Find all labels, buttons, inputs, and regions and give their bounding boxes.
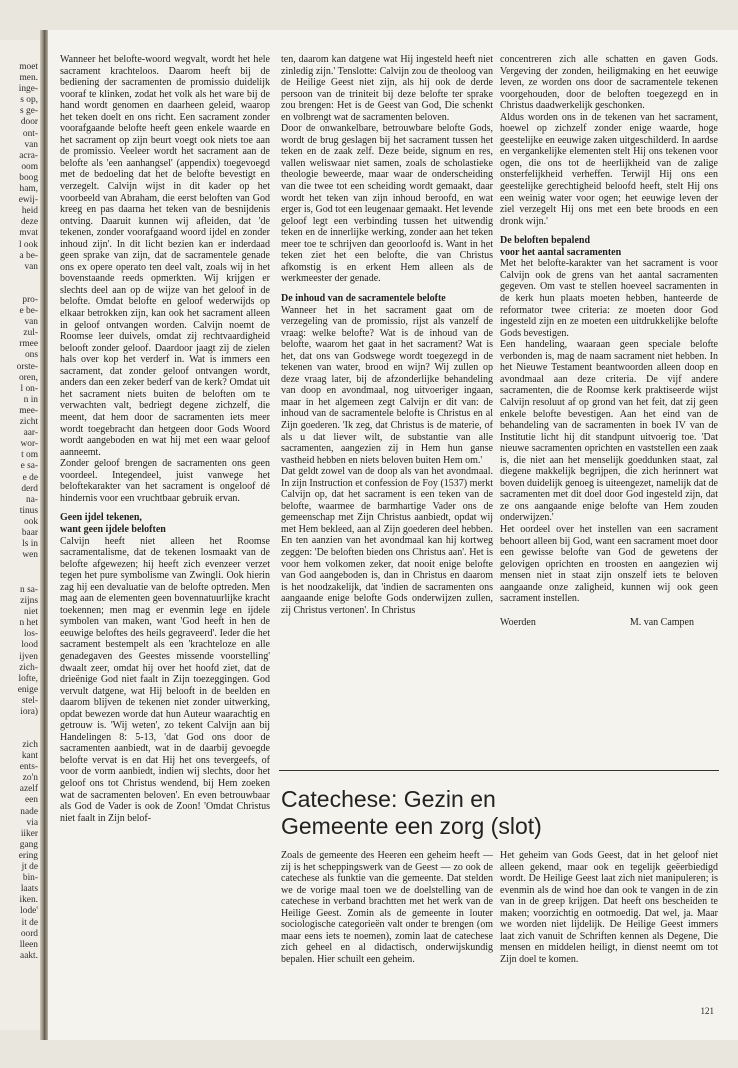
paragraph: Door de onwankelbare, betrouwbare belofte Gods, wordt de brug geslagen bij het sacrament tussen het teken en de zaak zelf. Deze beide, signum en res, vallen weliswaar niet samen, zoals de scholastieke theologie beweerde, maar waar de onderscheiding van die twee tot een scheiding wordt gemaakt, daar wordt het teken van zijn inhoud beroofd, en wat erger is, God tot een leugenaar gemaakt. Het levende geloof legt een verbinding tussen het uitwendig teken en de innerlijke werking, zonder aan het teken meer toe te schrijven dan geoorloofd is. Want in het teken ziet het een belofte, die van Christus afkomstig is en erkent Hem alleen als de werkmeester der genade.	[281, 123, 493, 285]
prev-page-fragment: boog	[19, 172, 38, 183]
prev-page-fragment: zicht	[19, 417, 38, 428]
prev-page-fragment: mvat	[19, 228, 38, 239]
prev-page-fragment: men.	[19, 73, 38, 84]
prev-page-fragment: ering	[18, 850, 38, 861]
paragraph: Aldus worden ons in de tekenen van het sacrament, hoewel op zichzelf zonder enige waarde, hoge geestelijke en eeuwige zaken uitgeschilderd. In aardse en vergankelijke elementen stelt Hij ons tekenen voor ogen, die ons tot de heerlijkheid van de zalige onsterfelijkheid verheffen. Terwijl Hij ons een geestelijke gerechtigheid beloofd heeft, stelt Hij ons een weinig water voor ogen; het eeuwige leven der ziel verzegelt Hij ons met een bete broods en een dronk wijn.'	[500, 111, 718, 227]
prev-page-block	[0, 740, 38, 962]
article-title: Catechese: Gezin en Gemeente een zorg (slot)	[281, 786, 542, 839]
prev-page-fragment: zo'n	[22, 773, 38, 784]
prev-page-fragment: n in	[23, 394, 38, 405]
paragraph: ten, daarom kan datgene wat Hij ingesteld heeft niet zinledig zijn.' Tenslotte: Calvijn zou de theoloog van de Heilige Geest niet zijn, als hij ook de derde persoon van de triniteit bij deze belofte ter sprake zou brengen: Het is de Geest van God, Die schenkt en volbrengt wat de sacramenten beloven.	[281, 54, 493, 123]
prev-page-fragment: van	[24, 139, 38, 150]
prev-page-fragment: jt de	[21, 862, 38, 873]
paragraph: Wanneer het in het sacrament gaat om de verzegeling van de promissio, rijst als vanzelf de vraag: welke belofte? Wat is de inhoud van de belofte, waarom het gaat in het sacrament? Wat is het, dat ons van Godswege wordt toegezegd in de tekenen van water, brood en wijn? Wij zullen op deze vraag later, bij de afzonderlijke behandeling van doop en avondmaal, nog uitvoeriger ingaan, maar in het algemeen zegt Calvijn er dit van: de inhoud van de sacramentele belofte is Christus en al Zijn goederen. 'Ik zeg, dat Christus is de materie, of als u dat liever wilt, de substantie van alle sacramenten, aangezien zij in Hem hun ganse vastheid hebben en niets beloven buiten Hem om.'	[281, 304, 493, 466]
prev-page-fragment: aar-	[23, 428, 38, 439]
prev-page-fragment: mee-	[19, 405, 38, 416]
prev-page-fragment: van	[24, 317, 38, 328]
prev-page-fragment: ons	[24, 350, 38, 361]
book-spine	[40, 30, 48, 1040]
paragraph: Zonder geloof brengen de sacramenten ons geen voordeel. Integendeel, juist vanwege het beloftekarakter van het sacrament is ongeloof dé hindernis voor een vruchtbaar gebruik ervan.	[60, 458, 270, 504]
section-heading: De beloften bepalend voor het aantal sacramenten	[500, 235, 622, 258]
prev-page-fragment: bin-	[22, 873, 38, 884]
prev-page-fragment: deze	[20, 217, 38, 228]
prev-page-fragment: pro-	[22, 295, 38, 305]
prev-page-fragment: aakt.	[20, 950, 38, 961]
prev-page-fragment: zich	[22, 740, 38, 750]
magazine-page	[48, 30, 738, 1040]
prev-page-fragment: lofte,	[18, 673, 38, 684]
prev-page-fragment: wor-	[20, 439, 38, 450]
prev-page-fragment: ewij-	[18, 195, 38, 206]
prev-page-fragment: enige	[17, 684, 38, 695]
prev-page-fragment: e be-	[19, 306, 38, 317]
prev-page-fragment: ijven	[19, 651, 38, 662]
prev-page-fragment: van	[24, 261, 38, 272]
prev-page-fragment: zich-	[19, 662, 38, 673]
prev-page-fragment: ham,	[19, 184, 38, 195]
prev-page-fragment: zijns	[20, 596, 38, 607]
page-number: 121	[700, 1006, 714, 1016]
prev-page-fragment: baar	[21, 527, 38, 538]
prev-page-fragment: l on-	[20, 383, 38, 394]
paragraph: Het oordeel over het instellen van een sacrament behoort alleen bij God, want een sacrament moet door een gewisse belofte van God de gewetens der gelovigen oprichten en troosten en aangezien wij mensen niet in staat zijn onszelf iets te beloven aangaande onze zaligheid, kunnen wij ook geen sacrament instellen.	[500, 523, 718, 605]
section-heading: Geen ijdel tekenen, want geen ijdele beloften	[60, 512, 166, 535]
prev-page-fragment: laats	[20, 884, 38, 895]
prev-page-fragment: stel-	[21, 695, 38, 706]
prev-page-fragment: n het	[19, 618, 38, 629]
prev-page-fragment: a be-	[19, 250, 38, 261]
article2-right-column	[500, 850, 718, 995]
section-heading: De inhoud van de sacramentele belofte	[281, 292, 446, 304]
prev-page-fragment: zul-	[23, 328, 38, 339]
paragraph: Dat geldt zowel van de doop als van het avondmaal. In zijn Instruction et confession de Foy (1537) merkt Calvijn op, dat het sacrament is een teken van de belofte, waarmee de barmhartige Vader ons de gemeenschap met Zijn Christus aanbiedt, opdat wij met Hem bekleed, aan al Zijn goederen deel hebben. En ten aanzien van het avondmaal kan hij kortweg zeggen: 'De beloften bieden ons Christus aan'. Het is voor hem volkomen zeker, dat nooit enige belofte van God aangeboden is, dan in Christus en daarom is het noodzakelijk, dat 'indien de sacramenten ons aangaande enige belofte Gods onderwijzen zullen, zij Christus vertonen'. In Christus	[281, 466, 493, 616]
prev-page-fragment: na-	[26, 494, 38, 505]
prev-page-block	[0, 62, 38, 273]
paragraph: Het geheim van Gods Geest, dat in het geloof niet alleen gekend, maar ook en tegelijk geëerbiedigd wordt. De Heilige Geest laat zich niet manipuleren; is evenmin als de wind hoe dan ook te vangen in de zin van in de greep krijgen. Dat heeft ons bescheiden te maken; voorzichtig en ootmoedig. Dat wel, ja. Maar we worden niet lijdelijk. De Heilige Geest immers laat zich vanuit de Schriften kennen als Degene, Die mensen en middelen heiligt, in dienst neemt om tot Zijn doel te komen.	[500, 850, 718, 965]
prev-page-fragment: l ook	[18, 239, 38, 250]
prev-page-fragment: rmee	[19, 339, 38, 350]
prev-page-fragment: niet	[23, 607, 38, 618]
signature-author: M. van Campen	[629, 616, 694, 628]
prev-page-fragment: n sa-	[20, 585, 38, 595]
prev-page-fragment: een	[24, 795, 38, 806]
previous-page-edge	[0, 40, 40, 1030]
prev-page-fragment: e sa-	[20, 461, 38, 472]
signature-place: Woerden	[500, 616, 536, 628]
prev-page-fragment: heid	[21, 206, 38, 217]
prev-page-fragment: e de	[22, 472, 38, 483]
prev-page-fragment: ls in	[22, 539, 38, 550]
prev-page-block	[0, 295, 38, 561]
prev-page-block	[0, 585, 38, 718]
prev-page-fragment: tinus	[19, 505, 38, 516]
prev-page-fragment: oren,	[18, 372, 38, 383]
prev-page-fragment: azelf	[19, 784, 38, 795]
prev-page-fragment: ont-	[22, 128, 38, 139]
prev-page-fragment: t om	[21, 450, 38, 461]
prev-page-fragment: acra-	[19, 150, 38, 161]
prev-page-fragment: moet	[19, 62, 38, 72]
prev-page-fragment: nade	[20, 806, 38, 817]
paragraph: Calvijn heeft niet alleen het Roomse sacramentalisme, dat de tekenen losmaakt van de belofte afgewezen; hij heeft zich evenzeer verzet tegen het pure symbolisme van Zwingli. Ook hierin zag hij een devaluatie van de belofte optreden. Men mag aan de elementen geen bovennatuurlijke kracht toekennen; men mag er evenmin lege en ijdele symbolen van maken, want 'God heeft in hen de eeuwige beloftes des heils gegraveerd'. Ieder die het sacrament bestempelt als een 'krachteloze en alle genadegaven des Geestes missende voorstelling' dwaalt zeer, omdat hij over het hoofd ziet, dat de drieënige God niet faalt in Zijn toezeggingen. God vervult datgene, wat Hij belooft in de beelden en daarom blijven de tekenen niet zonder uitwerking, opdat bewezen worde dat hun Auteur waarachtig en getrouw is. 'Wij weten', zo tekent Calvijn aan bij Handelingen 8: 5-13, 'dat God ons door de sacramenten aanbiedt, wat in de daarbij gevoegde belofte vervat is en dat Hij het ons tevergeefs, of voor de vorm aanbiedt, indien wij slechts, door het geloof ons tot Christus wendend, bij Hem zoeken wat de sacramenten beloven'. En even betrouwbaar als God de Vader is ook de Zoon! 'Omdat Christus niet faalt in Zijn belof-	[60, 535, 270, 824]
prev-page-fragment: via	[26, 817, 38, 828]
prev-page-fragment: s op,	[20, 95, 38, 106]
prev-page-fragment: lood	[21, 640, 38, 651]
prev-page-fragment: inge-	[18, 84, 38, 95]
paragraph: Een handeling, waaraan geen speciale belofte verbonden is, mag de naam sacrament niet hebben. In het Nieuwe Testament beantwoorden alleen doop en avondmaal aan deze criteria. De vijf andere sacramenten, die de Roomse kerk praktiseerde wijst Calvijn resoluut af op grond van het feit, dat zij geen enkele belofte bevestigen. Aan het eind van de behandeling van de sacramenten in boek IV van de Institutie licht hij dit standpunt uitvoerig toe. 'Dat nieuwe sacramenten oprichten en vaststellen een zaak is, die niet aan het menselijk goeddunken staat, zal diegene makkelijk begrijpen, die zich herinnert wat boven duidelijk genoeg is uiteengezet, namelijk dat de sacramenten met dit doel door God ingesteld zijn, dat ze ons aangaande enige belofte van Hem zouden onderwijzen.'	[500, 339, 718, 524]
prev-page-fragment: oom	[21, 161, 38, 172]
prev-page-fragment: ook	[23, 516, 38, 527]
prev-page-fragment: lode'	[20, 906, 38, 917]
column-2	[281, 54, 493, 766]
signature	[500, 617, 718, 629]
column-3	[500, 54, 718, 766]
prev-page-fragment: wen	[22, 550, 38, 561]
prev-page-fragment: orste-	[16, 361, 38, 372]
prev-page-fragment: iora)	[20, 707, 38, 718]
column-1	[60, 54, 270, 992]
prev-page-fragment: kant	[21, 751, 38, 762]
paragraph: Zoals de gemeente des Heeren een geheim heeft — zij is het scheppingswerk van de Geest — zo ook de catechese als funktie van die gemeente. Dat stelden we de vorige maal toen we de doelstelling van de catechese in verband brachtten met het werk van de Heilige Geest. Zomin als de gemeente in louter sociologische categorieën valt onder te brengen (om maar eens iets te noemen), zomin laat de catechese zich geheel en al didactisch, onderwijskundig bepalen. Hier schuilt een geheim.	[281, 850, 493, 965]
prev-page-fragment: oord	[20, 928, 38, 939]
prev-page-fragment: s ge-	[20, 106, 38, 117]
paragraph: Met het belofte-karakter van het sacrament is voor Calvijn ook de grens van het aantal sacramenten gegeven. Om vast te stellen hoeveel sacramenten in de kerk hun plaats moeten hebben, hanteerde de reformator twee criteria: ze moeten door God ingesteld zijn en ze moeten een uitdrukkelijke belofte Gods bevestigen.	[500, 258, 718, 339]
article-divider	[279, 770, 719, 771]
prev-page-fragment: gang	[19, 839, 38, 850]
prev-page-fragment: lleen	[19, 939, 38, 950]
prev-page-fragment: door	[20, 117, 38, 128]
paragraph: Wanneer het belofte-woord wegvalt, wordt het hele sacrament krachteloos. Daarom heeft bij de bediening der sacramenten de promissio duidelijk vooraf te klinken, zodat het volk als het ware bij de hand wordt genomen en daarheen geleid, waarop het teken doelt en ons richt. Een sacrament zonder voorafgaande belofte heeft geen enkele waarde en het sacrament op zijn beurt voegt ook niets toe aan de promissio. Veeleer wordt het sacrament aan de belofte als 'een aanhangsel' (appendix) toegevoegd met de bedoeling dat het de belofte bevestigt en verzegelt. Calvijn wijst in dit kader op het voorbeeld van Abraham, die eerst beloften van God kreeg en pas daarna het teken van de besnijdenis ontving. Daaruit kunnen wij afleiden, dat 'de tekenen, zonder voorafgaand woord ijdel en zonder inhoud zijn'. In dit licht bezien kan er inderdaad geen sprake van zijn, dat de sacramentele genade ons ex opere operato ten deel valt, zoals wij in het bovenstaande reeds opmerkten. Wij krijgen er slechts deel aan op de wijze van het geloof in de belofte. Omdat belofte en geloof wederwijds op elkaar betrokken zijn, kan ook het sacrament alleen in geloof ontvangen worden. Calvijn noemt de Roomse leer duivels, omdat zij rechtvaardigheid belooft zonder geloof. Daardoor jaagt zij de zielen hals over kop het verderf in. Wat is immers een sacrament, dat zonder geloof ontvangen wordt, anders dan een zeker bederf van de kerk? Omdat uit het sacrament niets buiten de beloften om te verwachten valt, bedriegt degene zichzelf, die meent, dat hem door de sacramenten iets meer wordt toegebracht dan hetgeen door Gods Woord wordt aangeboden en wat hij met een waar geloof aanneemt.	[60, 54, 270, 458]
prev-page-fragment: iken.	[19, 895, 38, 906]
prev-page-fragment: it de	[21, 917, 38, 928]
paragraph: concentreren zich alle schatten en gaven Gods. Vergeving der zonden, heiligmaking en het eeuwige leven, ze worden ons door de sacramentele tekenen voorgehouden, door de beloften toegezegd en in Christus daadwerkelijk geschonken.	[500, 54, 718, 112]
prev-page-fragment: los-	[23, 629, 38, 640]
prev-page-fragment: iiker	[20, 828, 38, 839]
article2-left-column	[281, 850, 493, 995]
prev-page-fragment: derd	[21, 483, 38, 494]
prev-page-fragment: ents-	[19, 762, 38, 773]
